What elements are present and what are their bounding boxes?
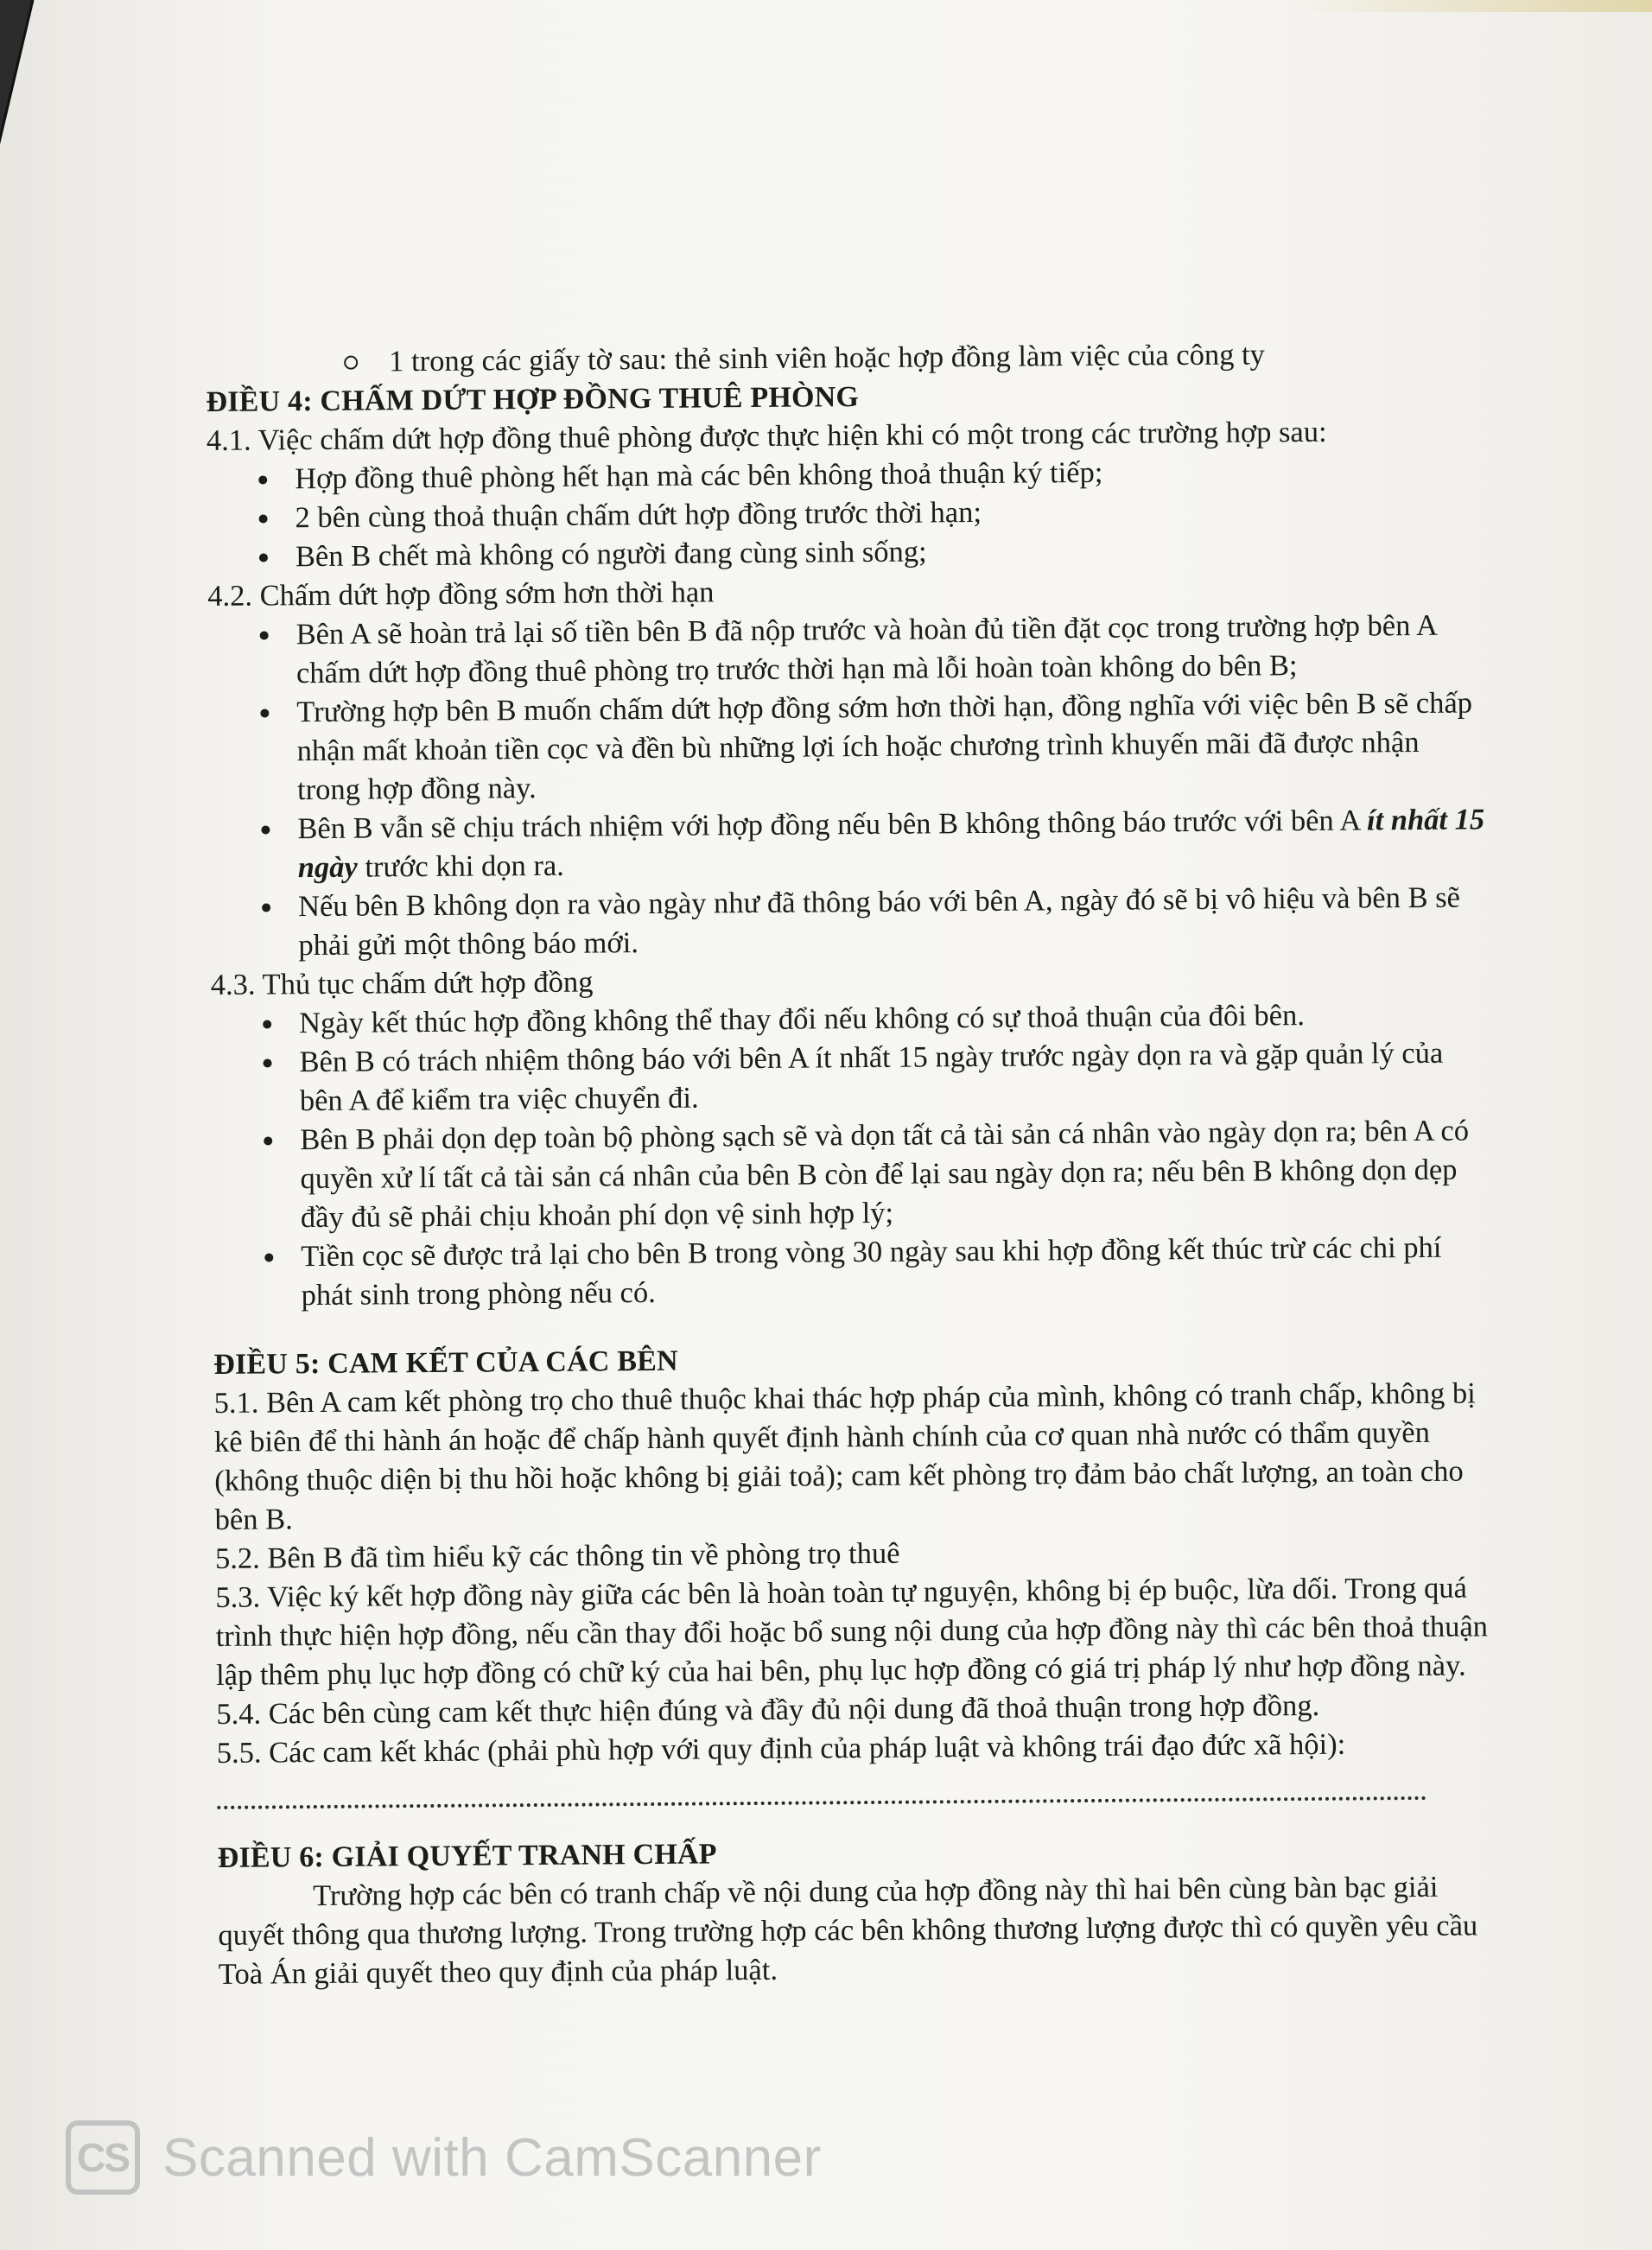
article-5-heading: ĐIỀU 5: CAM KẾT CỦA CÁC BÊN [213,1344,678,1381]
clause-4-3-list [211,995,1492,1316]
bullet-icon [264,1253,273,1262]
list-item: Bên B vẫn sẽ chịu trách nhiệm với hợp đồng nếu bên B không thông báo trước với bên A ít nhất 15 ngày trước khi dọn ra. [261,800,1489,887]
emphasis-notice-period: ít nhất 15 ngày [297,803,1485,885]
bullet-icon [260,709,269,717]
contract-body [206,334,1497,1994]
bullet-icon [259,514,268,523]
clause-4-2: 4.2. Chấm dứt hợp đồng sớm hơn thời hạn [207,575,715,613]
clause-4-1: 4.1. Việc chấm dứt hợp đồng thuê phòng được thực hiện khi có một trong các trường hợp sau: [206,415,1327,457]
page-edge-shadow [0,0,86,363]
clause-4-2-list [207,606,1489,966]
clause-5-4: 5.4. Các bên cùng cam kết thực hiện đúng và đầy đủ nội dung đã thoả thuận trong hợp đồng. [216,1688,1320,1731]
camscanner-logo-icon: CS [66,2120,140,2195]
clause-4-1-list [206,450,1486,577]
bullet-icon [264,1136,272,1145]
bullet-icon [262,903,270,912]
clause-5-3: 5.3. Việc ký kết hợp đồng này giữa các bên là hoàn toàn tự nguyện, không bị ép buộc, lừa dối. Trong quá trình thực hiện hợp đồng, nếu cần thay đổi hoặc bổ sung nội dung của hợp đồng này thì các bên thoả thuận lập thêm phụ lục hợp đồng có chữ ký của hai bên, phụ lục hợp đồng có giá trị pháp lý như hợp đồng này. [215,1571,1489,1692]
bullet-icon [259,553,268,562]
clause-5-2: 5.2. Bên B đã tìm hiểu kỹ các thông tin về phòng trọ thuê [214,1536,900,1575]
article-6-heading: ĐIỀU 6: GIẢI QUYẾT TRANH CHẤP [217,1838,717,1874]
bullet-icon [263,1020,271,1028]
list-item: Bên B chết mà không có người đang cùng sinh sống; [259,528,1486,576]
list-item: Bên A sẽ hoàn trả lại số tiền bên B đã nộp trước và hoàn đủ tiền đặt cọc trong trường hợp bên A chấm dứt hợp đồng thuê phòng trọ trước thời hạn mà lỗi hoàn toàn không do bên B; [259,606,1487,693]
camscanner-watermark [66,2119,822,2196]
clause-6-text: Trường hợp các bên có tranh chấp về nội dung của hợp đồng này thì hai bên cùng bàn bạc giải quyết thông qua thương lượng. Trong trường hợp các bên không thương lượng được thì có quyền yêu cầu Toà Án giải quyết theo quy định của pháp luật. [218,1870,1478,1991]
watermark-text: Scanned with CamScanner [162,2127,822,2188]
circle-bullet-icon [344,356,358,370]
list-item: Bên B phải dọn dẹp toàn bộ phòng sạch sẽ và dọn tất cả tài sản cá nhân vào ngày dọn ra; bên A có quyền xử lí tất cả tài sản cá nhân của bên B còn để lại sau ngày dọn ra; nếu bên B không dọn dẹp đầy đủ sẽ phải chịu khoản phí dọn vệ sinh hợp lý; [264,1111,1491,1237]
clause-4-3: 4.3. Thủ tục chấm dứt hợp đồng [210,965,594,1001]
list-item: 2 bên cùng thoả thuận chấm dứt hợp đồng trước thời hạn; [258,489,1485,537]
bullet-icon [261,825,270,834]
bullet-icon [264,1058,272,1067]
article-4-heading: ĐIỀU 4: CHẤM DỨT HỢP ĐỒNG THUÊ PHÒNG [206,381,860,418]
list-item: Tiền cọc sẽ được trả lại cho bên B trong vòng 30 ngày sau khi hợp đồng kết thúc trừ các chi phí phát sinh trong phòng nếu có. [264,1228,1492,1315]
bullet-icon [260,631,269,639]
top-edge-strip [1289,0,1652,12]
list-item: Bên B có trách nhiệm thông báo với bên A ít nhất 15 ngày trước ngày dọn ra và gặp quản lý của bên A để kiểm tra việc chuyển đi. [263,1033,1490,1121]
list-item: Hợp đồng thuê phòng hết hạn mà các bên không thoả thuận ký tiếp; [258,450,1485,499]
list-item: Nếu bên B không dọn ra vào ngày như đã thông báo với bên A, ngày đó sẽ bị vô hiệu và bên B sẽ phải gửi một thông báo mới. [262,878,1490,965]
continuation-text: 1 trong các giấy tờ sau: thẻ sinh viên hoặc hợp đồng làm việc của công ty [389,338,1266,378]
list-item: Ngày kết thúc hợp đồng không thể thay đổi nếu không có sự thoả thuận của đôi bên. [263,995,1490,1043]
list-item: Trường hợp bên B muốn chấm dứt hợp đồng sớm hơn thời hạn, đồng nghĩa với việc bên B sẽ chấp nhận mất khoản tiền cọc và đền bù những lợi ích hoặc chương trình khuyến mãi đã được nhận trong hợp đồng này. [260,683,1488,810]
clause-5-5: 5.5. Các cam kết khác (phải phù hợp với quy định của pháp luật và không trái đạo đức xã hội): [216,1727,1346,1770]
clause-5-1: 5.1. Bên A cam kết phòng trọ cho thuê thuộc khai thác hợp pháp của mình, không có tranh chấp, không bị kê biên để thi hành án hoặc để chấp hành quyết định hành chính của cơ quan nhà nước có thẩm quyền (không thuộc diện bị thu hồi hoặc không bị giải toả); cam kết phòng trọ đảm bảo chất lượng, an toàn cho bên B. [213,1376,1476,1536]
bullet-icon [258,475,267,484]
